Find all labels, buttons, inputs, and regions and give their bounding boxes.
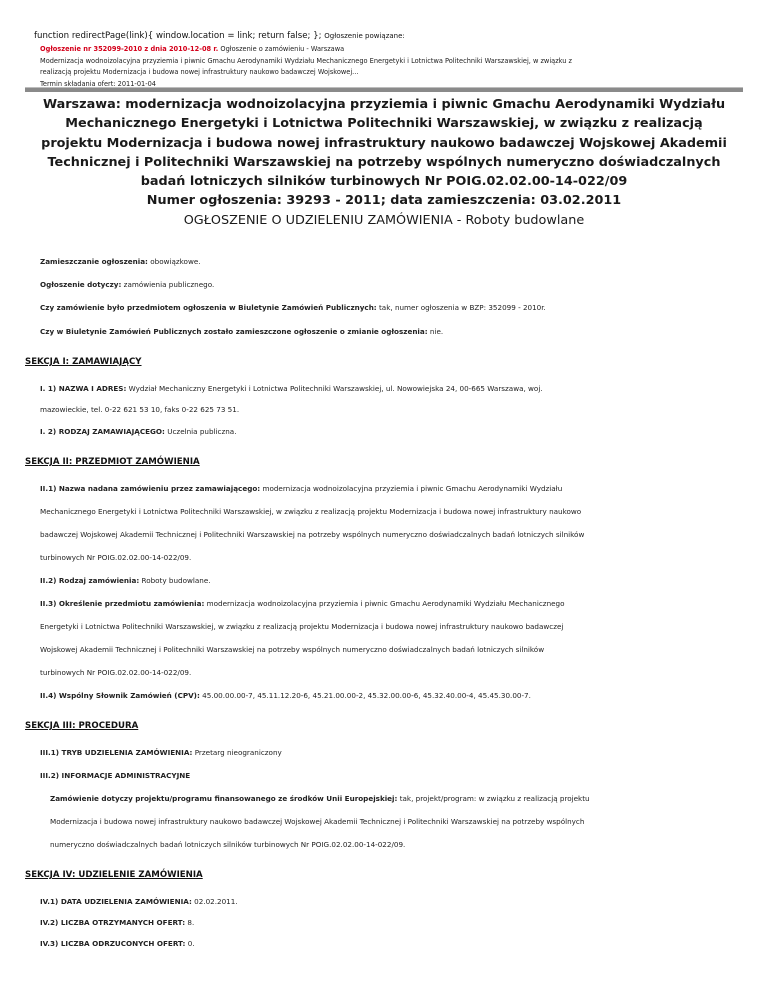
order-desc-value-3: Wojskowej Akademii Technicznej i Politechniki Warszawskiej na potrzeby wspólnych numeryczno doświadczalnych badań lotniczych silników: [40, 645, 545, 654]
eu-funding-value-2: Modernizacja i budowa nowej infrastruktury naukowo badawczej Wojskowej Akademii Technicznej i Politechniki Warszawskiej na potrzeby wspólnych: [50, 817, 585, 826]
order-kind-row: [40, 576, 211, 585]
related-deadline: Termin składania ofert: 2011-01-04: [40, 79, 156, 88]
order-desc-value-1: modernizacja wodnoizolacyjna przyziemia i piwnic Gmachu Aerodynamiki Wydziału Mechanicznego: [206, 599, 565, 608]
change-label: Czy w Biuletynie Zamówień Publicznych zostało zamieszczone ogłoszenie o zmianie ogłoszenia:: [40, 327, 428, 336]
related-description-2: realizacją projektu Modernizacja i budowa nowej infrastruktury naukowo badawczej Wojskowej...: [40, 68, 359, 76]
change-row: [40, 327, 443, 336]
contracting-name-value-1: Wydział Mechaniczny Energetyki i Lotnictwa Politechniki Warszawskiej, ul. Nowowiejska 24, 00-665 Warszawa, woj.: [128, 384, 543, 393]
related-label: Ogłoszenie powiązane:: [324, 32, 405, 40]
contracting-name-label: I. 1) NAZWA I ADRES:: [40, 384, 127, 393]
title-line-1: Warszawa: modernizacja wodnoizolacyjna przyziemia i piwnic Gmachu Aerodynamiki Wydziału: [42, 97, 726, 112]
offers-rejected-label: IV.3) LICZBA ODRZUCONYCH OFERT:: [40, 939, 186, 948]
offers-received-row: [40, 918, 194, 927]
related-description-1: Modernizacja wodnoizolacyjna przyziemia i piwnic Gmachu Aerodynamiki Wydziału Mechanicznego Energetyki i Lotnictwa Politechniki Warszawskiej, w związku z: [40, 56, 573, 65]
concerns-label: Ogłoszenie dotyczy:: [40, 280, 122, 289]
related-notice-type: Ogłoszenie o zamówieniu - Warszawa: [220, 45, 345, 53]
award-date-row: [40, 897, 238, 906]
order-name-value-2: Mechanicznego Energetyki i Lotnictwa Politechniki Warszawskiej, w związku z realizacją projektu Modernizacja i budowa nowej infrastruktury naukowo: [40, 507, 582, 516]
placement-value: obowiązkowe.: [150, 257, 201, 266]
title-line-2: Mechanicznego Energetyki i Lotnictwa Politechniki Warszawskiej, w związku z realizacją: [65, 116, 703, 132]
page-title: [25, 95, 743, 230]
eu-funding-row: [50, 794, 590, 803]
admin-info-label-text: III.2) INFORMACJE ADMINISTRACYJNE: [40, 771, 191, 780]
title-line-3: projektu Modernizacja i budowa nowej infrastruktury naukowo badawczej Wojskowej Akademii: [41, 135, 727, 151]
award-date-value: 02.02.2011.: [194, 897, 238, 906]
offers-rejected-value: 0.: [187, 939, 195, 948]
related-notice: [40, 44, 730, 90]
offers-received-label: IV.2) LICZBA OTRZYMANYCH OFERT:: [40, 918, 186, 927]
order-kind-label: II.2) Rodzaj zamówienia:: [40, 576, 140, 585]
procedure-mode-value: Przetarg nieograniczony: [194, 748, 282, 757]
eu-funding-value-1: tak, projekt/program: w związku z realizacją projektu: [399, 794, 590, 803]
order-desc-label: II.3) Określenie przedmiotu zamówienia:: [40, 599, 205, 608]
cpv-row: [40, 691, 531, 700]
procedure-mode-label: III.1) TRYB UDZIELENIA ZAMÓWIENIA:: [40, 748, 193, 757]
script-text: function redirectPage(link){ window.location = link; return false; };: [34, 31, 322, 41]
bzp-value: tak, numer ogłoszenia w BZP: 352099 - 2010r.: [378, 303, 546, 312]
placement-label: Zamieszczanie ogłoszenia:: [40, 257, 148, 266]
cpv-label: II.4) Wspólny Słownik Zamówień (CPV):: [40, 691, 200, 700]
offers-rejected-row: [40, 939, 195, 948]
section-2-heading: SEKCJA II: PRZEDMIOT ZAMÓWIENIA: [25, 457, 200, 467]
order-name-value-4: turbinowych Nr POIG.02.02.00-14-022/09.: [40, 553, 192, 562]
bzp-label: Czy zamówienie było przedmiotem ogłoszenia w Biuletynie Zamówień Publicznych:: [40, 303, 377, 312]
order-name-label: II.1) Nazwa nadana zamówieniu przez zamawiającego:: [40, 484, 261, 493]
order-name-value-3: badawczej Wojskowej Akademii Technicznej i Politechniki Warszawskiej na potrzeby wspólnych numeryczno doświadczalnych badań lotniczych silników: [40, 530, 585, 539]
eu-funding-value-3: numeryczno doświadczalnych badań lotniczych silników turbinowych Nr POIG.02.02.00-14-022/09.: [50, 840, 406, 849]
section-3-heading: SEKCJA III: PROCEDURA: [25, 721, 139, 731]
order-kind-value: Roboty budowlane.: [141, 576, 211, 585]
horizontal-divider: [25, 87, 743, 92]
order-desc-value-4: turbinowych Nr POIG.02.02.00-14-022/09.: [40, 668, 192, 677]
order-desc-value-2: Energetyki i Lotnictwa Politechniki Warszawskiej, w związku z realizacją projektu Modernizacja i budowa nowej infrastruktury naukowo badawczej: [40, 622, 564, 631]
order-name-row: [40, 484, 562, 493]
notice-type-heading: OGŁOSZENIE O UDZIELENIU ZAMÓWIENIA - Roboty budowlane: [183, 212, 585, 228]
concerns-value: zamówienia publicznego.: [123, 280, 215, 289]
section-1-heading: SEKCJA I: ZAMAWIAJĄCY: [25, 357, 142, 367]
change-value: nie.: [429, 327, 444, 336]
bzp-row: [40, 303, 546, 312]
admin-info-label: [40, 771, 190, 780]
notice-number: Numer ogłoszenia: 39293 - 2011; data zamieszczenia: 03.02.2011: [146, 193, 622, 209]
contracting-type-value: Uczelnia publiczna.: [167, 427, 237, 436]
contracting-type-row: [40, 427, 237, 436]
eu-funding-label: Zamówienie dotyczy projektu/programu finansowanego ze środków Unii Europejskiej:: [50, 794, 398, 803]
placement-row: [40, 257, 201, 266]
order-name-value-1: modernizacja wodnoizolacyjna przyziemia i piwnic Gmachu Aerodynamiki Wydziału: [262, 484, 563, 493]
concerns-row: [40, 280, 214, 289]
award-date-label: IV.1) DATA UDZIELENIA ZAMÓWIENIA:: [40, 897, 192, 906]
offers-received-value: 8.: [187, 918, 195, 927]
section-4-heading: SEKCJA IV: UDZIELENIE ZAMÓWIENIA: [25, 870, 203, 880]
contracting-type-label: I. 2) RODZAJ ZAMAWIAJĄCEGO:: [40, 427, 165, 436]
contracting-name-row: [40, 384, 543, 393]
cpv-value: 45.00.00.00-7, 45.11.12.20-6, 45.21.00.00-2, 45.32.00.00-6, 45.32.40.00-4, 45.45.30.00-7.: [202, 691, 531, 700]
script-text-line: [34, 31, 405, 41]
order-desc-row: [40, 599, 565, 608]
related-notice-id[interactable]: Ogłoszenie nr 352099-2010 z dnia 2010-12-08 r.: [40, 45, 219, 53]
contracting-name-value-2: mazowieckie, tel. 0-22 621 53 10, faks 0-22 625 73 51.: [40, 405, 240, 414]
procedure-mode-row: [40, 748, 282, 757]
title-line-5: badań lotniczych silników turbinowych Nr POIG.02.02.00-14-022/09: [140, 174, 628, 190]
title-line-4: Technicznej i Politechniki Warszawskiej na potrzeby wspólnych numeryczno doświadczalnych: [47, 154, 721, 170]
